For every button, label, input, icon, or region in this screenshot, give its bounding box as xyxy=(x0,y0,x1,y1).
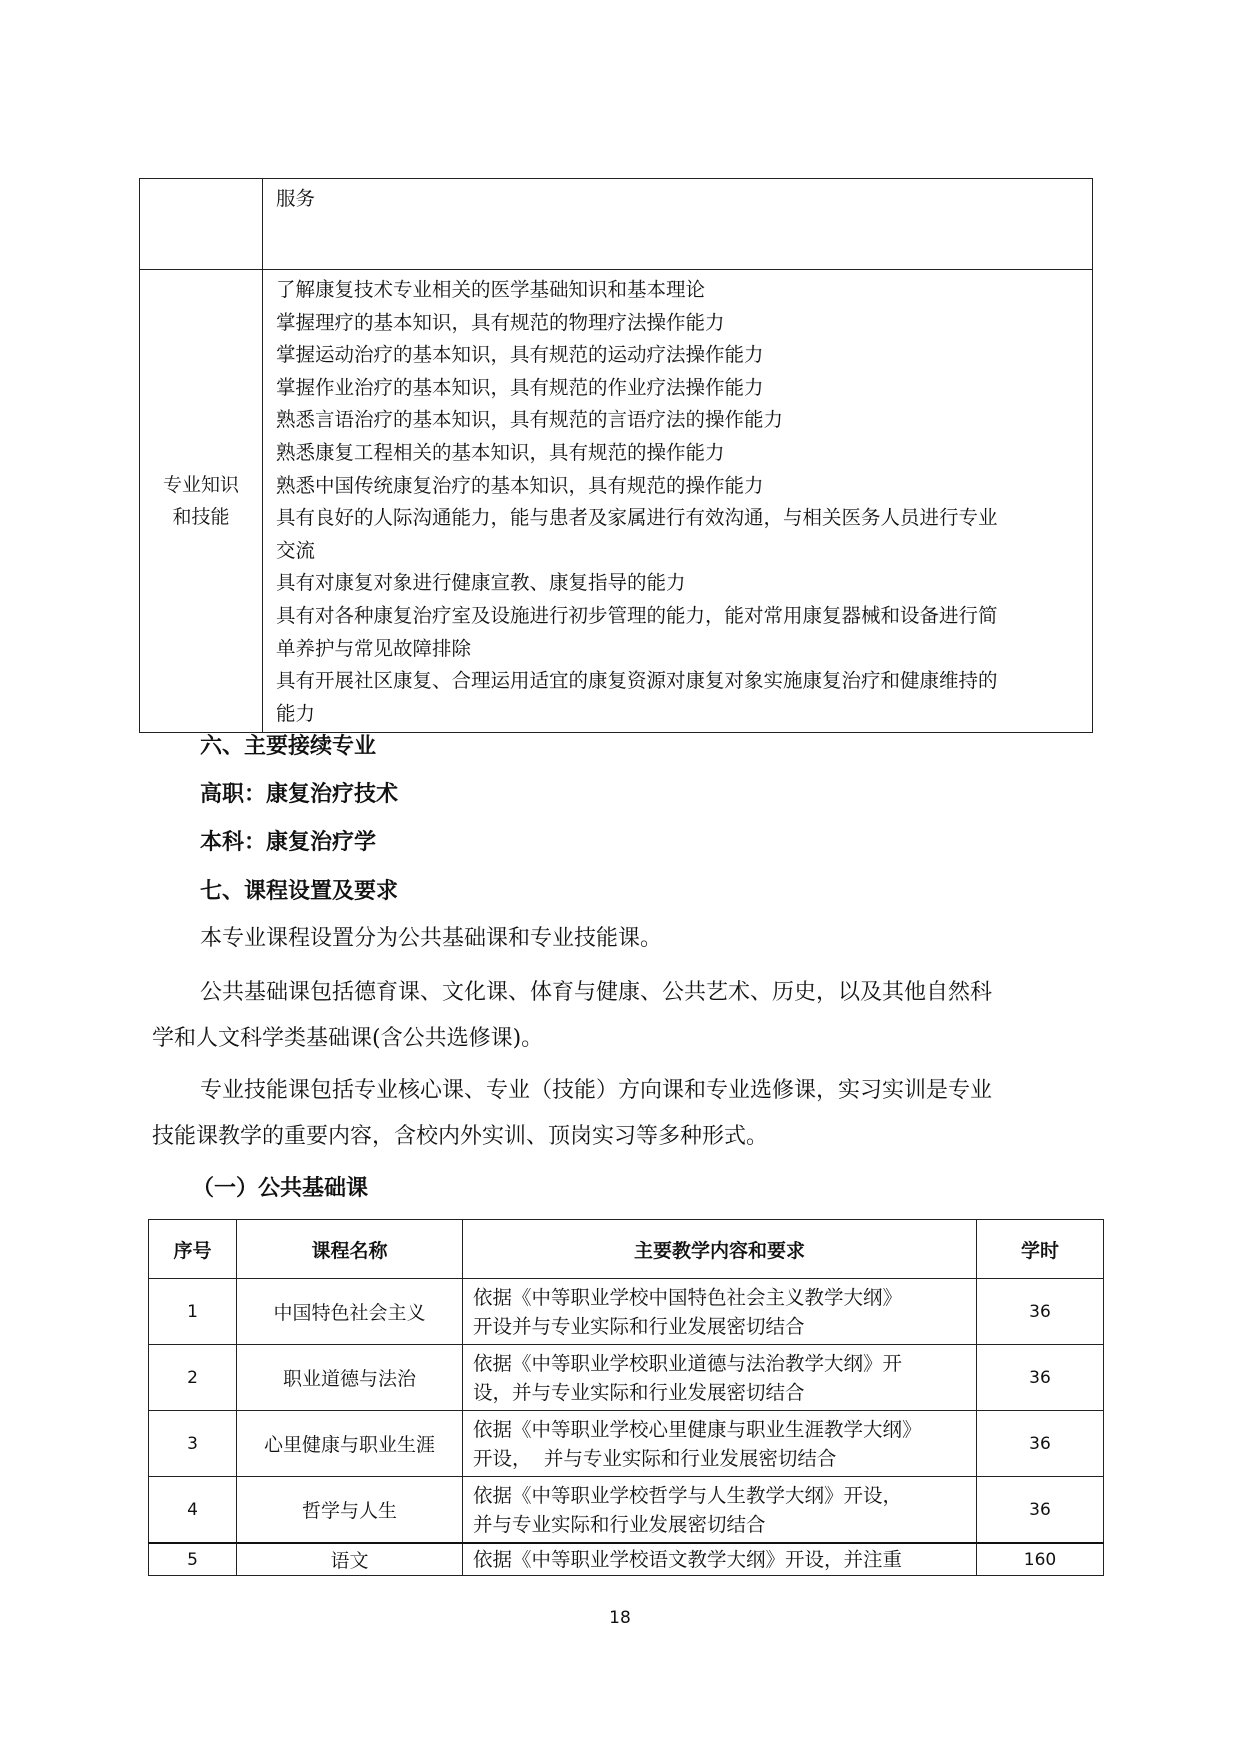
table-row xyxy=(140,179,1093,270)
description-line: 开设并与专业实际和行业发展密切结合 xyxy=(473,1314,805,1338)
description-line: 依据《中等职业学校心里健康与职业生涯教学大纲》 xyxy=(473,1417,922,1441)
description-line: 并与专业实际和行业发展密切结合 xyxy=(473,1512,766,1536)
description-line: 依据《中等职业学校中国特色社会主义教学大纲》 xyxy=(473,1285,903,1309)
table-row xyxy=(140,270,1093,733)
paragraph: 专业技能课包括专业核心课、专业（技能）方向课和专业选修课，实习实训是专业 xyxy=(200,1078,993,1103)
course-number: 2 xyxy=(149,1345,237,1411)
skill-line: 具有开展社区康复、合理运用适宜的康复资源对康复对象实施康复治疗和健康维持的 xyxy=(276,669,998,693)
column-header: 序号 xyxy=(149,1220,237,1279)
course-description xyxy=(463,1411,977,1477)
course-number: 1 xyxy=(149,1279,237,1345)
course-number: 3 xyxy=(149,1411,237,1477)
skill-line: 具有对各种康复治疗室及设施进行初步管理的能力，能对常用康复器械和设备进行简 xyxy=(276,603,998,627)
skill-line: 交流 xyxy=(276,538,316,562)
content-line: 服务 xyxy=(276,187,316,210)
description-line: 依据《中等职业学校语文教学大纲》开设，并注重 xyxy=(473,1548,903,1571)
course-table xyxy=(148,1219,1104,1576)
section-heading: 六、主要接续专业 xyxy=(200,734,377,759)
description-line: 开设， 并与专业实际和行业发展密切结合 xyxy=(473,1446,837,1470)
section-heading: 七、课程设置及要求 xyxy=(200,879,399,904)
subsection-heading: （一）公共基础课 xyxy=(192,1176,369,1201)
table-row xyxy=(149,1279,1104,1345)
row-label-empty xyxy=(140,179,263,270)
page-number: 18 xyxy=(609,1608,631,1628)
table-row xyxy=(149,1477,1104,1544)
course-hours: 36 xyxy=(977,1477,1104,1544)
course-description xyxy=(463,1477,977,1544)
description-line: 设，并与专业实际和行业发展密切结合 xyxy=(473,1380,805,1404)
description-line: 依据《中等职业学校职业道德与法治教学大纲》开 xyxy=(473,1351,903,1375)
course-name: 哲学与人生 xyxy=(237,1477,463,1544)
paragraph: 公共基础课包括德育课、文化课、体育与健康、公共艺术、历史，以及其他自然科 xyxy=(200,980,993,1005)
course-name: 中国特色社会主义 xyxy=(237,1279,463,1345)
paragraph: 学和人文科学类基础课(含公共选修课)。 xyxy=(152,1026,544,1051)
row-content xyxy=(263,179,1093,270)
skill-line: 掌握作业治疗的基本知识，具有规范的作业疗法操作能力 xyxy=(276,375,764,399)
course-hours: 160 xyxy=(977,1543,1104,1576)
paragraph: 本专业课程设置分为公共基础课和专业技能课。 xyxy=(200,926,663,951)
course-name: 职业道德与法治 xyxy=(237,1345,463,1411)
course-description xyxy=(463,1543,977,1576)
course-hours: 36 xyxy=(977,1279,1104,1345)
skill-line: 掌握理疗的基本知识，具有规范的物理疗法操作能力 xyxy=(276,310,725,334)
course-number: 5 xyxy=(149,1543,237,1576)
paragraph: 技能课教学的重要内容，含校内外实训、顶岗实习等多种形式。 xyxy=(152,1124,769,1149)
table-row xyxy=(149,1345,1104,1411)
skill-line: 掌握运动治疗的基本知识，具有规范的运动疗法操作能力 xyxy=(276,343,764,367)
skill-line: 能力 xyxy=(276,701,316,725)
course-description xyxy=(463,1345,977,1411)
column-header: 课程名称 xyxy=(237,1220,463,1279)
skill-line: 熟悉中国传统康复治疗的基本知识，具有规范的操作能力 xyxy=(276,473,764,497)
higher-vocational-item: 高职：康复治疗技术 xyxy=(200,782,399,807)
label-line: 和技能 xyxy=(172,506,230,529)
column-header: 学时 xyxy=(977,1220,1104,1279)
course-name: 语文 xyxy=(237,1543,463,1576)
skill-line: 单养护与常见故障排除 xyxy=(276,636,472,660)
description-line: 依据《中等职业学校哲学与人生教学大纲》开设， xyxy=(473,1483,903,1507)
skill-line: 熟悉言语治疗的基本知识，具有规范的言语疗法的操作能力 xyxy=(276,408,784,432)
course-name: 心里健康与职业生涯 xyxy=(237,1411,463,1477)
course-hours: 36 xyxy=(977,1345,1104,1411)
table-row xyxy=(149,1543,1104,1576)
label-line: 专业知识 xyxy=(162,474,239,497)
skill-line: 熟悉康复工程相关的基本知识，具有规范的操作能力 xyxy=(276,440,725,464)
column-header: 主要教学内容和要求 xyxy=(463,1220,977,1279)
skill-line: 了解康复技术专业相关的医学基础知识和基本理论 xyxy=(276,278,706,301)
course-description xyxy=(463,1279,977,1345)
row-label xyxy=(140,270,263,733)
skill-line: 具有良好的人际沟通能力，能与患者及家属进行有效沟通，与相关医务人员进行专业 xyxy=(276,506,998,530)
skills-table xyxy=(139,178,1093,733)
skill-line: 具有对康复对象进行健康宣教、康复指导的能力 xyxy=(276,571,686,595)
undergraduate-item: 本科：康复治疗学 xyxy=(200,830,377,855)
course-number: 4 xyxy=(149,1477,237,1544)
skills-list xyxy=(263,270,1093,733)
course-hours: 36 xyxy=(977,1411,1104,1477)
table-header-row xyxy=(149,1220,1104,1279)
table-row xyxy=(149,1411,1104,1477)
